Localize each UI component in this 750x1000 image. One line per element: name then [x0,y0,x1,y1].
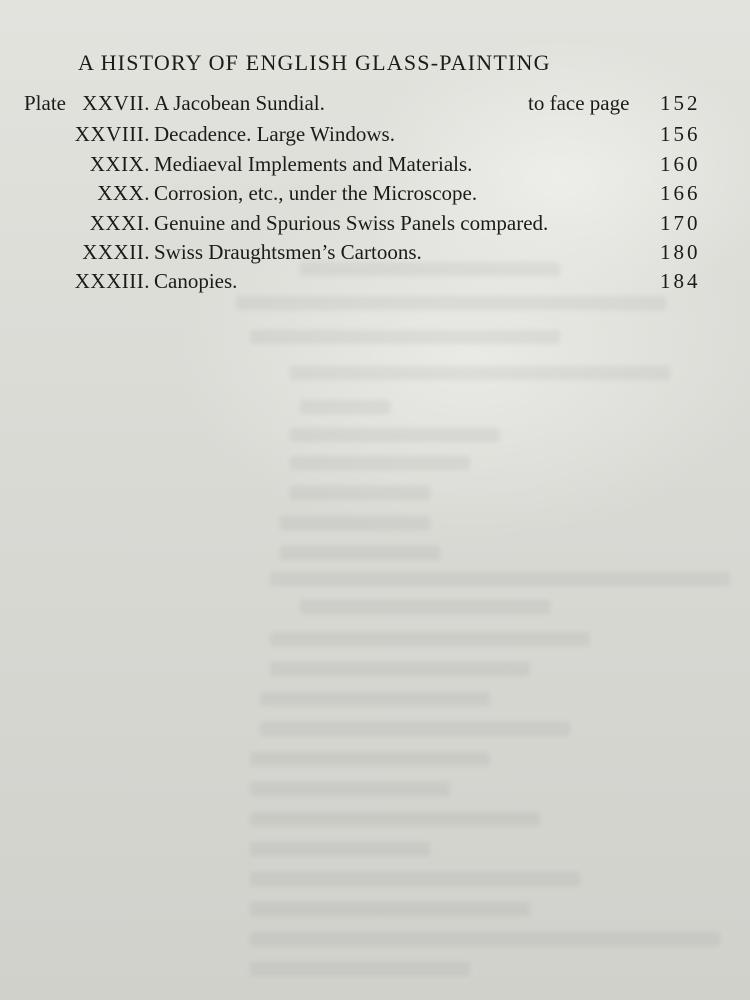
plate-entry [0,237,750,267]
plate-title: A Jacobean Sundial. [154,91,325,115]
plate-numeral: XXXI. [89,211,150,235]
plate-title: Genuine and Spurious Swiss Panels compared. [154,211,549,235]
page-number: 156 [660,122,701,146]
plate-entry [0,88,750,118]
plate-entry [0,119,750,149]
page-number: 184 [660,269,701,293]
page-number: 180 [660,240,701,264]
running-head: A HISTORY OF ENGLISH GLASS-PAINTING [78,50,551,75]
plate-numeral: XXXII. [82,240,150,264]
plate-numeral: XXVIII. [74,122,150,146]
plate-numeral: XXXIII. [74,269,150,293]
plate-title: Mediaeval Implements and Materials. [154,152,473,176]
plate-title: Swiss Draughtsmen’s Cartoons. [154,240,422,264]
face-page-label: to face page [528,91,630,115]
plate-title: Corrosion, etc., under the Microscope. [154,181,478,205]
plate-numeral: XXIX. [89,152,150,176]
plate-prefix: Plate [24,91,66,115]
plate-title: Canopies. [154,269,238,293]
page-number: 152 [660,91,701,115]
plate-entry [0,208,750,238]
plate-title: Decadence. Large Windows. [154,122,395,146]
page-number: 170 [660,211,701,235]
page-number: 160 [660,152,701,176]
plate-entry [0,149,750,179]
page-number: 166 [660,181,701,205]
plate-numeral: XXVII. [82,91,150,115]
plate-numeral: XXX. [97,181,150,205]
plate-entry [0,178,750,208]
plate-entry [0,266,750,296]
